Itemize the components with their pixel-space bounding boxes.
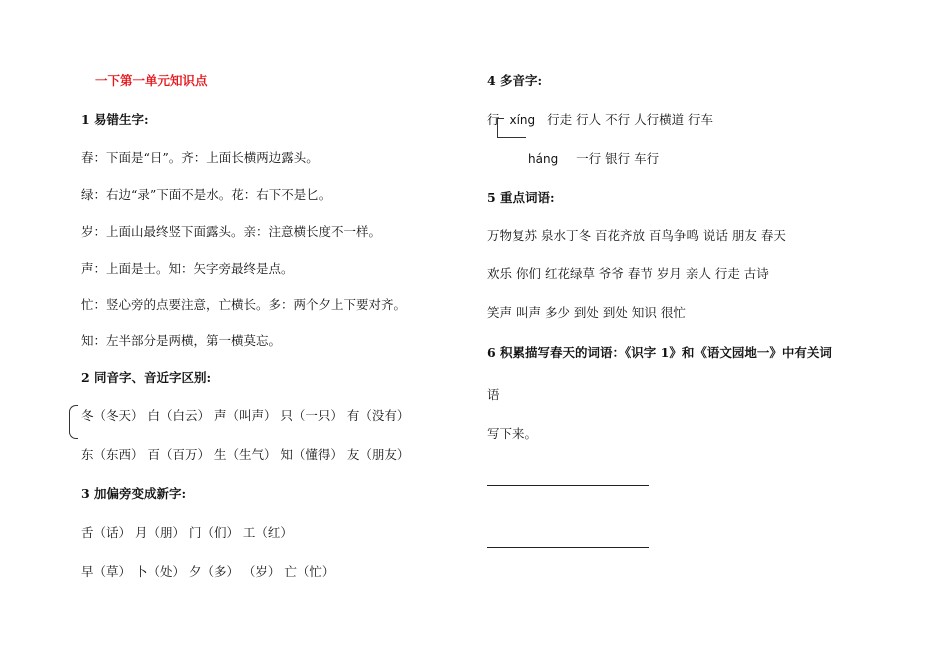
section-2-heading: 2 同音字、音近字区别:	[81, 370, 212, 385]
s5-line-1: 万物复苏 泉水丁冬 百花齐放 百鸟争鸣 说话 朋友 春天	[487, 228, 786, 243]
s4-row2-pinyin: háng	[528, 152, 559, 166]
section-6-line-2: 语	[487, 387, 500, 402]
s1-line-4: 声：上面是士。知：矢字旁最终是点。	[81, 261, 294, 276]
s1-line-3: 岁：上面山最终竖下面露头。亲：注意横长度不一样。	[81, 224, 382, 239]
section-5-heading: 5 重点词语:	[487, 190, 555, 205]
s2-line-1: 冬（冬天） 白（白云） 声（叫声） 只（一只） 有（没有）	[81, 408, 410, 423]
bracket-lower-icon	[497, 128, 526, 138]
section-6-line-3: 写下来。	[487, 426, 538, 441]
s4-row1-words: 行走 行人 不行 人行横道 行车	[547, 112, 714, 127]
s1-line-5: 忙：竖心旁的点要注意，亡横长。多：两个夕上下要对齐。	[81, 297, 407, 312]
s1-line-1: 春：下面是“日”。齐：上面长横两边露头。	[81, 150, 319, 165]
s4-row1-pinyin: xíng	[509, 113, 536, 127]
section-3-heading: 3 加偏旁变成新字:	[81, 486, 187, 501]
s3-line-2: 早（草） 卜（处） 夕（多） （岁） 亡（忙）	[81, 564, 335, 579]
curly-brace-icon	[69, 405, 78, 439]
s1-line-6: 知：左半部分是两横，第一横莫忘。	[81, 333, 282, 348]
s5-line-2: 欢乐 你们 红花绿草 爷爷 春节 岁月 亲人 行走 古诗	[487, 266, 769, 281]
section-4-heading: 4 多音字:	[487, 73, 543, 88]
s4-row2-words: 一行 银行 车行	[576, 151, 660, 166]
s2-line-2: 东（东西） 百（百万） 生（生气） 知（懂得） 友（朋友）	[81, 447, 410, 462]
section-6-line-1: 6 积累描写春天的词语：《识字 1》和《语文园地一》中有关词	[487, 345, 832, 360]
page-title: 一下第一单元知识点	[95, 73, 208, 88]
s4-row1-char: 行	[487, 112, 500, 127]
answer-line-2	[487, 547, 649, 548]
s1-line-2: 绿：右边“录”下面不是水。花：右下不是匕。	[81, 187, 332, 202]
s4-row-1	[487, 112, 713, 128]
answer-line-1	[487, 485, 649, 486]
section-1-heading: 1 易错生字:	[81, 112, 149, 127]
s4-row-2	[528, 151, 659, 167]
s3-line-1: 舌（话） 月（朋） 门（们） 工（红）	[81, 525, 293, 540]
s5-line-3: 笑声 叫声 多少 到处 到处 知识 很忙	[487, 305, 686, 320]
